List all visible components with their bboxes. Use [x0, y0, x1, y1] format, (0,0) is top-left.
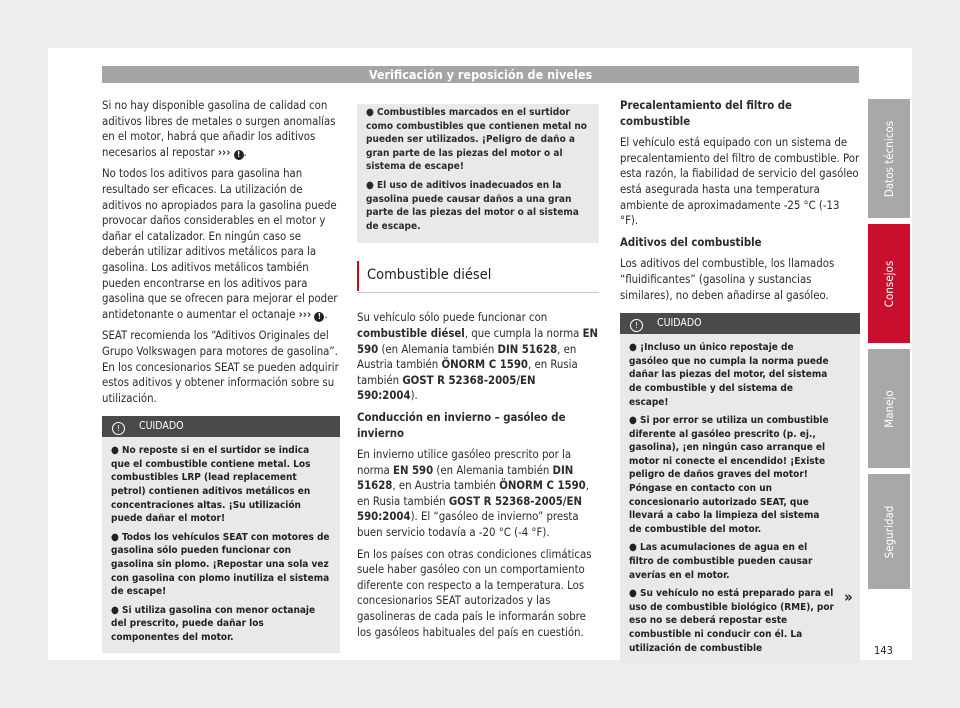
warning-item: ● Todos los vehículos SEAT con motores de gasolina sólo pueden funcionar con gasolina sin plomo. ¡Repostar una sola vez con gasolina con plomo inutiliza el sistema de escape!: [111, 531, 330, 598]
warning-item: ● Si por error se utiliza un combustible diferente al gasóleo prescrito (p. ej., gasolina), ¡en ningún caso arranque el motor ni conecte el encendido! ¡Existe peligro de daños graves del motor! Póngase en contacto con un concesionario autorizado SEAT, que llevará a cabo la limpieza del sistema de combustible del motor.: [629, 415, 829, 535]
cross-reference-arrow[interactable]: ›››: [298, 307, 312, 321]
section-title: Combustible diésel: [367, 267, 492, 284]
page-number: 143: [874, 644, 893, 657]
paragraph: SEAT recomienda los “Aditivos Originales del Grupo Volkswagen para motores de gasolina”. En los concesionarios SEAT se pueden adquirir estos aditivos y obtener información sobre su utilización.: [102, 329, 339, 405]
section-marker: [357, 261, 359, 291]
warning-box: [620, 313, 860, 663]
paragraph: Su vehículo sólo puede funcionar con combustible diésel, que cumpla la norma EN 590 (en Alemania también DIN 51628, en Austria también ÖNORM C 1590, en Rusia también GOST R 52368-2005/EN 590:2004).: [357, 311, 599, 403]
warning-item: ● No reposte si en el surtidor se indica que el combustible contiene metal. Los combustibles LRP (lead replacement petrol) contienen aditivos metálicos en concentraciones altas. ¡Su utilización puede dañar el motor!: [111, 445, 311, 525]
warning-item: ● Las acumulaciones de agua en el filtro de combustible pueden causar averías en el motor.: [629, 542, 813, 581]
warning-icon: !: [630, 319, 643, 332]
continue-arrow-icon[interactable]: »: [844, 588, 853, 606]
column-1: [102, 98, 340, 653]
tab-seguridad[interactable]: Seguridad: [868, 474, 910, 589]
warning-item: ● El uso de aditivos inadecuados en la gasolina puede causar daños a una gran parte de las piezas del motor o al sistema de escape.: [366, 179, 579, 232]
warning-item: ● Combustibles marcados en el surtidor como combustibles que contienen metal no pueden ser utilizados. ¡Peligro de daño a gran parte de las piezas del motor o al sistema de escape!: [366, 107, 587, 173]
warning-ref-icon: !: [234, 150, 244, 160]
section-heading: [357, 265, 599, 285]
section-divider: [357, 292, 599, 293]
tab-datos-tecnicos[interactable]: Datos técnicos: [868, 99, 910, 218]
warning-header: ! CUIDADO: [102, 416, 340, 437]
subheading: Precalentamiento del filtro de combustible: [620, 99, 792, 128]
paragraph: Si no hay disponible gasolina de calidad con aditivos libres de metales o surgen anomalías en el motor, habrá que añadir los aditivos necesarios al repostar ››› ! .: [102, 99, 336, 159]
paragraph: El vehículo está equipado con un sistema de precalentamiento del filtro de combustible. Por esta razón, la fiabilidad de servicio del gasóleo está asegurada hasta una temperatura ambiente de aproximadamente -25 °C (-13 °F).: [620, 136, 860, 228]
column-3: [620, 98, 860, 663]
warning-continuation: [357, 104, 599, 243]
paragraph: Los aditivos del combustible, los llamados “fluidificantes” (gasolina y sustancias similares), no deben añadirse al gasóleo.: [620, 257, 835, 302]
warning-body: [620, 334, 860, 663]
warning-icon: !: [112, 422, 125, 435]
cross-reference-arrow[interactable]: ›››: [217, 145, 231, 159]
subheading: Aditivos del combustible: [620, 235, 762, 249]
warning-item: ● ¡Incluso un único repostaje de gasóleo que no cumpla la norma puede dañar las piezas del motor, del sistema de combustible y del sistema de escape!: [629, 342, 829, 408]
column-2: [357, 104, 599, 646]
page-header: Verificación y reposición de niveles: [102, 66, 859, 83]
tab-manejo[interactable]: Manejo: [868, 349, 910, 468]
warning-item: ● Si utiliza gasolina con menor octanaje del prescrito, puede dañar los componentes del motor.: [111, 604, 316, 643]
paragraph: En los países con otras condiciones climáticas suele haber gasóleo con un comportamiento diferente con respecto a la temperatura. Los concesionarios SEAT autorizados y las gasolineras de cada país le informarán sobre los gasóleos habituales del país en cuestión.: [357, 547, 592, 639]
warning-header: ! CUIDADO: [620, 313, 860, 334]
paragraph: En invierno utilice gasóleo prescrito por la norma EN 590 (en Alemania también DIN 51628, en Austria también ÖNORM C 1590, en Rusia también GOST R 52368-2005/EN 590:2004). El “gasóleo de invierno” presta buen servicio todavía a -20 °C (-4 °F).: [357, 448, 589, 540]
warning-box: [102, 416, 340, 652]
paragraph: No todos los aditivos para gasolina han resultado ser eficaces. La utilización de aditivos no apropiados para la gasolina puede provocar daños considerables en el motor y dañar el catalizador. En ningún caso se deberán utilizar aditivos metálicos para la gasolina. Los aditivos metálicos también pueden encontrarse en los aditivos para gasolina que se ofrecen para mejorar el poder antidetonante o aumentar el octanaje ››› ! .: [102, 167, 338, 321]
warning-body: [102, 437, 340, 652]
tab-consejos[interactable]: Consejos: [868, 224, 910, 343]
warning-item: ● Su vehículo no está preparado para el uso de combustible biológico (RME), por eso no se deberá repostar este combustible ni conducir con él. La utilización de combustible: [629, 588, 834, 654]
warning-ref-icon: !: [314, 312, 324, 322]
subheading: Conducción en invierno – gasóleo de invierno: [357, 410, 566, 440]
